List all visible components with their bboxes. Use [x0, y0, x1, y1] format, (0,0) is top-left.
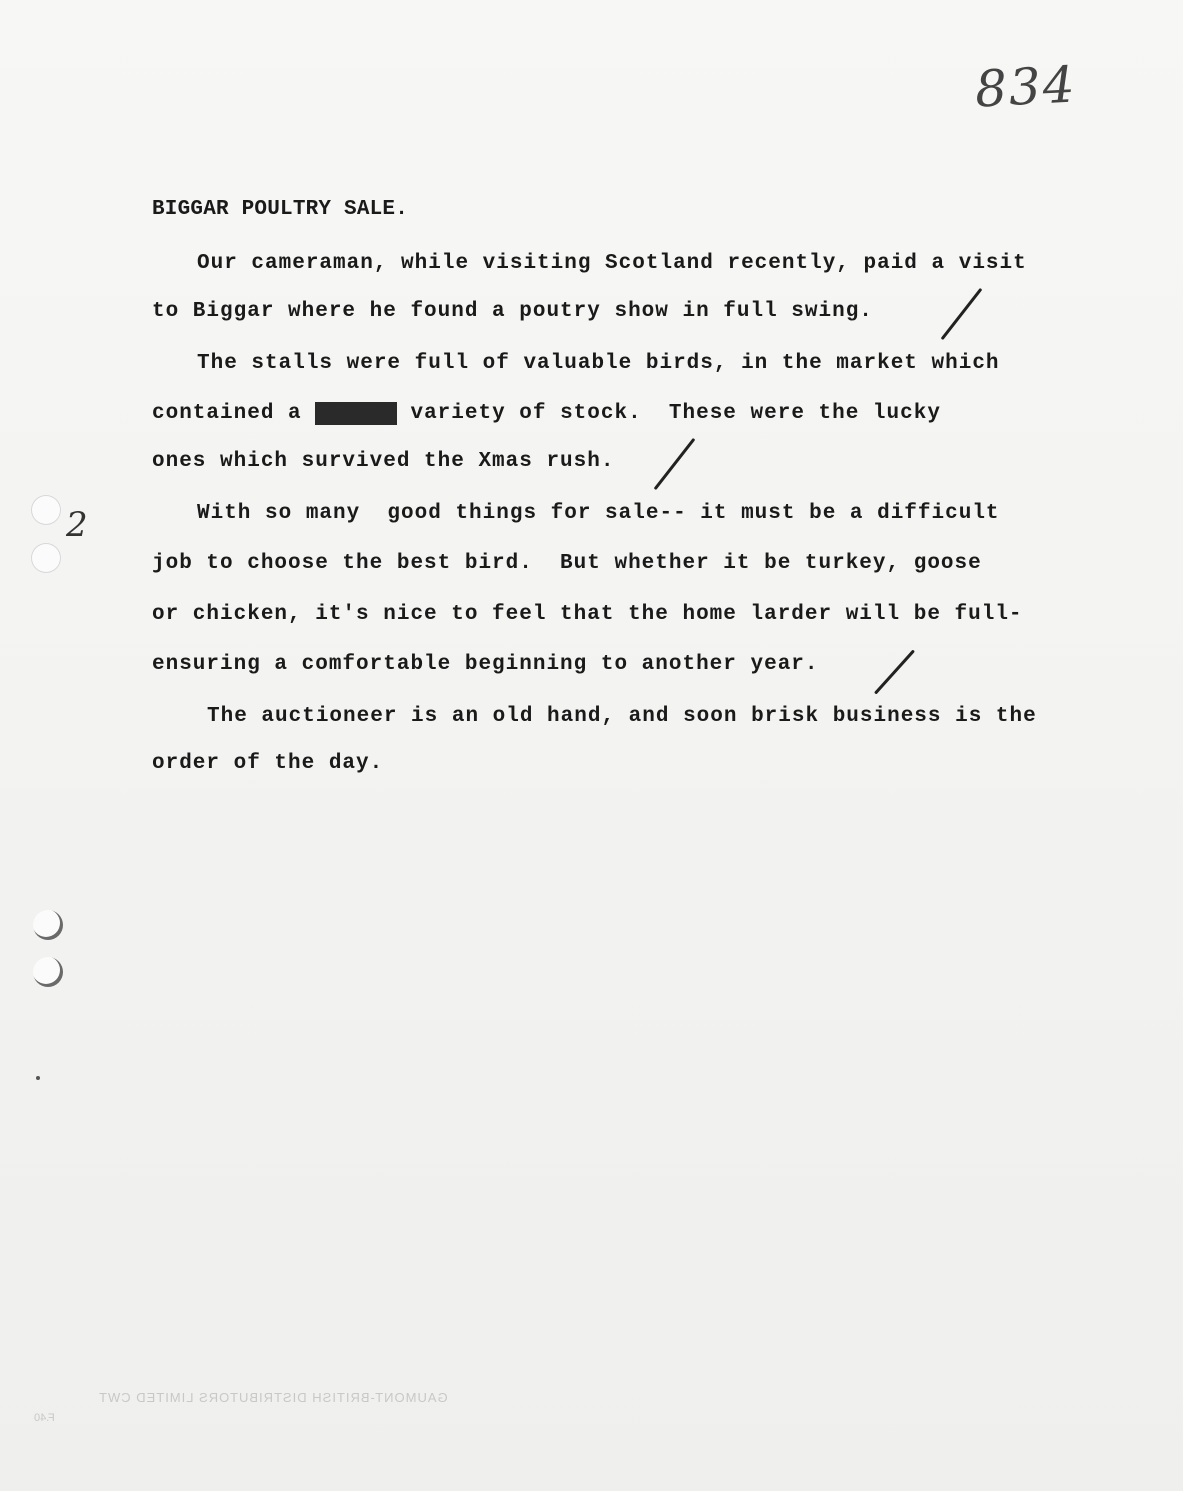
- text-line: The auctioneer is an old hand, and soon brisk business is the: [207, 705, 1037, 728]
- footer-stamp: GAUMONT-BRITISH DISTRIBUTORS LIMITED CWT: [98, 1390, 448, 1405]
- text-line: [152, 402, 941, 425]
- text-segment: variety of stock. These were the lucky: [396, 402, 941, 425]
- punch-hole: [33, 957, 63, 987]
- ink-speck: [36, 1076, 40, 1080]
- text-segment: contained a: [152, 402, 316, 425]
- text-line: order of the day.: [152, 752, 384, 775]
- punch-hole: [31, 495, 61, 525]
- punch-hole: [31, 543, 61, 573]
- text-line: ones which survived the Xmas rush.: [152, 450, 615, 473]
- text-line: or chicken, it's nice to feel that the home larder will be full-: [152, 603, 1023, 626]
- slash-mark: [874, 649, 915, 694]
- document-title: BIGGAR POULTRY SALE.: [152, 198, 409, 221]
- margin-annotation: 2: [66, 505, 88, 545]
- text-line: The stalls were full of valuable birds, in the market which: [197, 352, 1000, 375]
- text-line: Our cameraman, while visiting Scotland recently, paid a visit: [197, 252, 1027, 275]
- text-line: job to choose the best bird. But whether it be turkey, goose: [152, 552, 982, 575]
- text-line: to Biggar where he found a poutry show in full swing.: [152, 300, 873, 323]
- text-line: With so many good things for sale-- it must be a difficult: [197, 502, 1000, 525]
- handwritten-page-number: 834: [973, 55, 1078, 119]
- struck-out-word: xxxxxx: [315, 402, 397, 425]
- slash-mark: [654, 438, 696, 490]
- text-line: ensuring a comfortable beginning to another year.: [152, 653, 819, 676]
- footer-code: F.40: [34, 1412, 55, 1424]
- punch-hole: [33, 910, 63, 940]
- slash-mark: [941, 288, 983, 340]
